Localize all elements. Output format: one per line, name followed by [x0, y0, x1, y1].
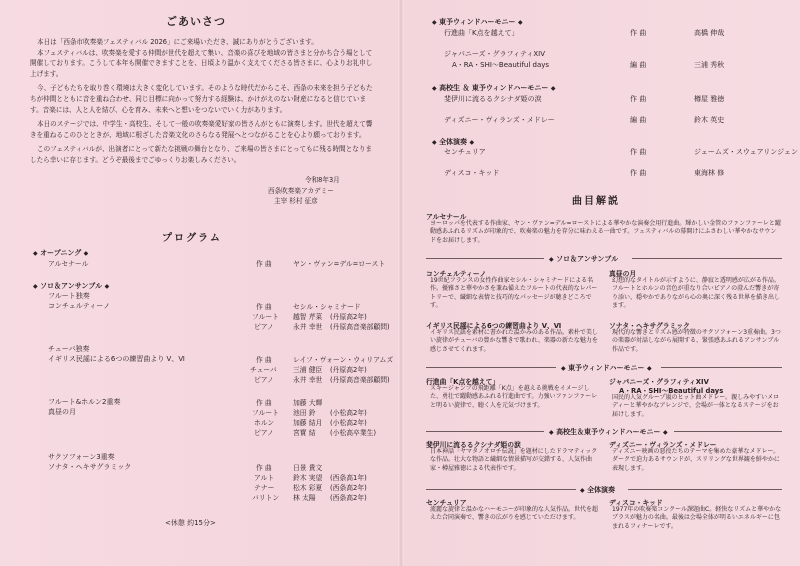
note-text: 日本神話「ヤマタノオロチ伝説」を題材にしたドラマティックな作品。壮大な物語と繊細な情景描写が交錯する、人気作曲家・樽屋雅徳による代表作です。	[430, 448, 598, 472]
program-row	[404, 115, 800, 126]
role-label: ピアノ	[254, 429, 274, 437]
divider	[426, 489, 576, 490]
note-text: 19世紀フランスの女性作曲家セシル・シャミナードによる名作。優雅さと華やかさを兼ね備えたフルートの代表的なレパートリーで、繊細な表情と技巧的なパッセージが聴きどころです。	[430, 277, 598, 310]
role-label: 編 曲	[630, 116, 647, 124]
note-text: 国民的人気グループ嵐のヒット曲メドレー。親しみやすいメロディーと華やかなアレンジで、会場が一体となるステージをお届けします。	[612, 394, 780, 418]
program-row	[404, 28, 800, 39]
role-label: チューバ	[250, 366, 277, 374]
diamond-icon: ◆	[83, 250, 89, 257]
performer-name: 日景 貴文	[293, 464, 323, 472]
performer-name: 鈴木 英史	[694, 116, 725, 124]
notes-section-joint	[549, 427, 668, 437]
note-text: 流麗な旋律と温かなハーモニーが印象的な人気作品。世代を超えた合同演奏で、響きの広がりを感じていただけます。	[430, 506, 599, 522]
role-label: アルト	[254, 474, 275, 482]
role-label: 作 曲	[256, 464, 272, 472]
piece-title: アルセナール	[48, 260, 89, 268]
intermission-note: <休憩 約15分>	[165, 519, 216, 527]
program-row	[0, 428, 398, 438]
performer-name: ヤン・ヴァン=デル=ロースト	[293, 260, 386, 268]
performer-name: 永井 幸世	[293, 323, 323, 331]
diamond-icon: ◆	[549, 429, 554, 436]
note-heading: センチュリア	[426, 499, 467, 507]
diamond-icon: ◆	[432, 19, 437, 26]
performer-name: 三浦 健臣	[293, 366, 323, 374]
ensemble-label: フルート独奏	[48, 292, 90, 300]
ensemble-label: チューバ独奏	[48, 345, 90, 353]
program-row	[0, 418, 398, 428]
divider	[628, 489, 782, 490]
role-label: 作 曲	[630, 29, 647, 37]
role-label: 作 曲	[256, 356, 272, 364]
note-text: 幻想的なタイトルが示すように、静寂と透明感が広がる作品。フルートとホルンの音色が重なり合いピアノの澄んだ響きが寄り添い、穏やかでありながら心の奥に深く残る世界を描き出します。	[612, 277, 781, 310]
performer-name: 東海林 修	[694, 169, 725, 177]
section-east	[432, 18, 523, 27]
performer-note: (小松高2年)	[330, 409, 367, 417]
role-label: 作 曲	[630, 95, 647, 103]
greeting-chair: 主宰 杉村 征彦	[274, 197, 318, 205]
performer-name: 松木 彩夏	[293, 484, 323, 492]
divider	[426, 431, 544, 432]
diamond-icon: ◆	[469, 139, 475, 146]
section-label: オープニング	[40, 249, 82, 257]
piece-title: 真昼の月	[48, 408, 76, 416]
note-text: ヨーロッパを代表する作曲家、ヤン・ヴァン=デル=ローストによる華やかな演奏会用行進曲。輝かしい金管のファンファーレと躍動感あふれるリズムが印象的で、吹奏楽の魅力を存分に味わえる一曲です。フェスティバルの幕開けにふさわしい華やかなサウンドをお届けします。	[430, 220, 781, 244]
performer-note: (西条高2年)	[330, 494, 367, 502]
diamond-icon: ◆	[646, 365, 652, 372]
performer-note: (丹原高2年)	[330, 366, 367, 374]
performer-name: 三浦 秀秋	[694, 61, 725, 69]
note-heading: 斐伊川に流るるクシナダ姫の涙	[426, 441, 521, 449]
piece-title: ディズニー・ヴィランズ・メドレー	[444, 116, 555, 124]
program-title: プログラム	[162, 233, 222, 244]
section-label: 東予ウィンドハーモニー	[439, 18, 516, 26]
performer-note: (丹原高音楽部顧問)	[330, 323, 390, 331]
note-text: 1977年の吹奏楽コンクール課題曲C。軽快なリズムと華やかなブラスが魅力の名曲。最後は会場全体が明るいエネルギーに包まれるフィナーレです。	[612, 506, 782, 530]
performer-note: (丹原高音楽部顧問)	[330, 376, 390, 384]
performer-name: 宮寳 結	[293, 429, 316, 437]
program-row	[404, 49, 800, 60]
diamond-icon: ◆	[432, 139, 437, 146]
performer-note: (西条高2年)	[330, 484, 367, 492]
note-heading: ソナタ・ヘキサグラミック	[609, 322, 690, 330]
role-label: 作 曲	[256, 399, 272, 407]
diamond-icon: ◆	[104, 283, 110, 290]
section-label: 高校生 ＆ 東予ウィンドハーモニー	[439, 84, 549, 92]
program-row	[0, 259, 398, 269]
section-label: ソロ＆アンサンブル	[556, 255, 619, 263]
program-row	[0, 302, 398, 312]
note-subheading: A・RA・SHI～Beautiful days	[619, 387, 724, 395]
section-label: 東予ウィンドハーモニー	[568, 364, 645, 372]
role-label: バリトン	[252, 494, 280, 502]
diamond-icon: ◆	[580, 487, 585, 494]
performer-note: (丹原高2年)	[330, 313, 367, 321]
divider	[426, 258, 544, 259]
notes-section-east	[561, 363, 652, 373]
program-row	[0, 473, 398, 483]
program-row	[0, 322, 398, 332]
piece-title: 斐伊川に流るるクシナダ姫の涙	[444, 95, 542, 103]
program-row	[0, 463, 398, 473]
performer-name: 池田 鈴	[293, 409, 316, 417]
program-row	[0, 365, 398, 375]
greeting-title: ごあいさつ	[166, 15, 226, 28]
program-row	[0, 312, 398, 322]
greeting-body	[30, 37, 375, 166]
note-text: イギリス民謡を素材に書かれた温かみのある作品。素朴で美しい旋律がチューバの豊かな響きで歌われ、楽器の新たな魅力を感じさせてくれます。	[430, 329, 598, 353]
ensemble-label: サクソフォーン3重奏	[48, 453, 115, 461]
program-row	[0, 375, 398, 385]
diamond-icon: ◆	[33, 283, 38, 290]
divider	[632, 258, 782, 259]
performer-note: (小松高卒業生)	[330, 429, 377, 437]
note-heading: 行進曲「K点を越えて」	[426, 378, 500, 386]
role-label: フルート	[252, 409, 279, 417]
divider	[426, 367, 556, 368]
left-panel	[0, 0, 398, 566]
note-text: ディズニー映画の悪役たちのテーマを集めた豪華なメドレー。ダークで迫力あるサウンドが、スリリングな世界観を鮮やかに表現します。	[612, 448, 780, 472]
greeting-paragraph: 本日のステージでは、中学生・高校生、そして一般の吹奏楽愛好家の皆さんがともに演奏します。世代を超えて響きを重ねるこのひとときが、地域に根ざした音楽文化のさらなる発展へとつながることを心より願っております。	[30, 120, 373, 139]
performer-name: 加藤 結月	[293, 419, 323, 427]
role-label: 作 曲	[630, 169, 647, 177]
diamond-icon: ◆	[662, 429, 668, 436]
role-label: ピアノ	[254, 323, 274, 331]
notes-title: 曲目解説	[572, 196, 620, 207]
note-heading: ディスコ・キッド	[609, 499, 663, 507]
role-label: 作 曲	[256, 260, 272, 268]
note-heading: 真昼の月	[609, 270, 637, 278]
performer-name: セシル・シャミナード	[293, 303, 361, 311]
divider	[674, 431, 782, 432]
program-row	[404, 94, 800, 105]
performer-name: 樽屋 雅徳	[694, 95, 725, 103]
program-row	[0, 398, 398, 408]
role-label: テナー	[254, 484, 275, 492]
program-row	[404, 60, 800, 71]
diamond-icon: ◆	[517, 19, 523, 26]
greeting-date: 令和8年3月	[305, 176, 340, 184]
program-row	[404, 147, 800, 158]
note-heading: ディズニー・ヴィランズ・メドレー	[609, 441, 717, 449]
right-panel	[404, 0, 800, 566]
section-solo	[33, 282, 109, 291]
piece-title: イギリス民謡による6つの練習曲より Ⅴ、Ⅵ	[48, 355, 185, 363]
section-label: ソロ＆アンサンブル	[40, 282, 103, 290]
role-label: ホルン	[254, 419, 275, 427]
diamond-icon: ◆	[561, 365, 566, 372]
piece-title: コンチェルティーノ	[48, 302, 111, 310]
performer-note: (西条高1年)	[330, 474, 367, 482]
program-row	[0, 408, 398, 418]
role-label: 作 曲	[630, 148, 647, 156]
note-heading: コンチェルティーノ	[426, 270, 487, 278]
section-joint	[432, 84, 555, 93]
section-label: 全体演奏	[439, 138, 468, 146]
greeting-paragraph: 本日は「西条市吹奏楽フェスティバル 2026」にご来場いただき、誠にありがとうございます。	[37, 38, 318, 46]
program-row	[404, 168, 800, 179]
piece-title: 行進曲「K点を越えて」	[444, 29, 519, 37]
diamond-icon: ◆	[549, 256, 554, 263]
role-label: 編 曲	[630, 61, 647, 69]
note-text: スキージャンプの飛距離「K点」を越える挑戦をイメージした、勇壮で躍動感あふれる行進曲です。力強いファンファーレと明るい旋律で、聴く人を元気づけます。	[430, 385, 598, 409]
performer-name: 永井 幸世	[293, 376, 323, 384]
role-label: 作 曲	[256, 303, 272, 311]
section-all	[432, 138, 474, 147]
greeting-paragraph: 今、子どもたちを取り巻く環境は大きく変化しています。そのような時代だからこそ、西条の未来を担う子どもたちが仲間とともに音を重ね合わせ、同じ目標に向かって努力する経験は、かけがえのない財産になると信じています。音楽には、人と人を結び、心を育み、未来へと想いをつないでいく力があります。	[30, 84, 373, 114]
notes-section-solo	[549, 254, 618, 264]
ensemble-label: フルート&ホルン2重奏	[48, 398, 121, 406]
piece-subtitle: A・RA・SHI～Beautiful days	[452, 61, 550, 69]
diamond-icon: ◆	[550, 85, 556, 92]
performer-name: 高橋 伸哉	[694, 29, 725, 37]
program-row	[0, 355, 398, 365]
performer-name: 林 太陽	[293, 494, 316, 502]
divider	[661, 367, 782, 368]
note-heading: イギリス民謡による6つの練習曲より Ⅴ、Ⅵ	[426, 322, 562, 330]
diamond-icon: ◆	[33, 250, 38, 257]
diamond-icon: ◆	[432, 85, 437, 92]
note-text: 現代的な響きとリズム感が特徴のサクソフォーン3重奏曲。3つの楽器が対話しながら展開する、緊張感あふれるアンサンブル作品です。	[612, 329, 781, 353]
piece-title: ジャパニーズ・グラフィティXIV	[444, 50, 546, 58]
performer-name: ジェームズ・スウェアリンジェン	[694, 148, 798, 156]
piece-title: ソナタ・ヘキサグラミック	[48, 463, 132, 471]
note-heading: アルセナール	[426, 213, 467, 221]
performer-name: 鈴木 実望	[293, 474, 323, 482]
performer-name: 越智 芹菜	[293, 313, 323, 321]
greeting-paragraph: 本フェスティバルは、吹奏楽を愛する仲間が世代を超えて集い、音楽の喜びを地域の皆さまと分かち合う場として開催しております。こうして本年も開催できますことを、日頃より温かく支えてくださる皆さまに、心よりお礼申し上げます。	[30, 48, 373, 78]
greeting-paragraph: このフェスティバルが、出演者にとって新たな挑戦の舞台となり、ご来場の皆さまにとってもに残る時間となりましたら幸いに存じます。どうぞ最後までごゆっくりお楽しみください。	[30, 145, 373, 164]
greeting-org: 西条吹奏楽アカデミー	[268, 187, 334, 195]
piece-title: センチュリア	[444, 148, 486, 156]
notes-section-all	[580, 485, 615, 495]
role-label: フルート	[252, 313, 279, 321]
performer-note: (小松高2年)	[330, 419, 367, 427]
section-opening	[33, 249, 88, 258]
section-label: 全体演奏	[587, 486, 616, 494]
role-label: ピアノ	[254, 376, 274, 384]
section-label: 高校生＆東予ウィンドハーモニー	[556, 428, 661, 436]
program-row	[0, 483, 398, 493]
performer-name: レイフ・ヴォーン・ウィリアムズ	[293, 356, 394, 364]
performer-name: 加藤 大輝	[293, 399, 323, 407]
note-heading: ジャパニーズ・グラフィティXIV	[609, 378, 709, 386]
program-row	[0, 493, 398, 503]
piece-title: ディスコ・キッド	[444, 169, 500, 177]
